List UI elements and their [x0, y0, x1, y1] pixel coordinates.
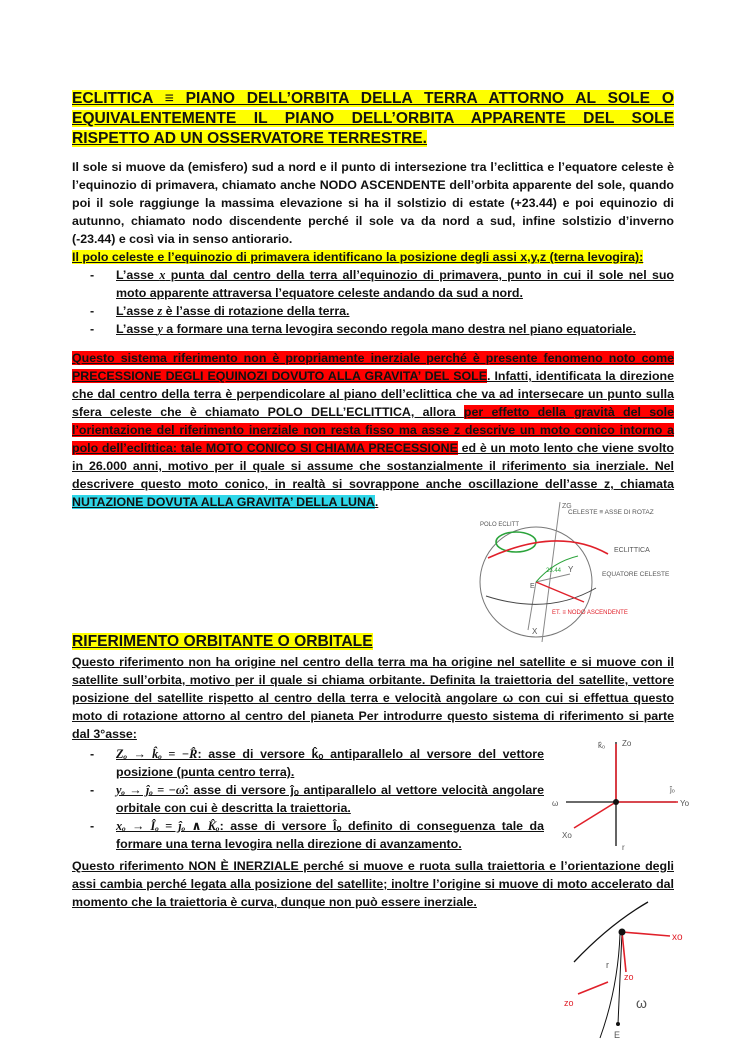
orbital-axes-item — [72, 817, 544, 853]
axes-list-item — [72, 302, 674, 320]
y-label: Y — [568, 565, 574, 574]
orbital-axes-block — [72, 745, 544, 853]
title-highlight: ECLITTICA ≡ PIANO DELL’ORBITA DELLA TERRA ATTORNO AL SOLE O EQUIVALENTEMENTE IL PIANO DELL’ORBITA APPARENTE DEL SOLE RISPETTO AD UN OSSERVATORE TERRESTRE. — [72, 90, 674, 147]
trajectory-sketch — [560, 898, 700, 1044]
zg-label: ZG — [562, 503, 572, 510]
xo-vector-1 — [622, 932, 670, 936]
x-label: X — [532, 627, 538, 636]
precession-highlight-2: per effetto della gravità del sole l’orientazione del riferimento inerziale non resta fisso ma asse z descrive un moto conico intorno a polo dell’eclittica: tale MOTO CONICO SI CHIAMA PRECESSIONE — [72, 405, 674, 455]
page-title — [72, 89, 674, 149]
xo-label: xo — [672, 932, 683, 943]
xo-arrow — [574, 802, 616, 828]
node-line — [536, 582, 584, 602]
precession-section — [72, 349, 674, 511]
zo-vector-1 — [622, 932, 626, 972]
omega-label: ω — [636, 995, 647, 1011]
axes-intro-highlight: Il polo celeste e l’equinozio di primavera identificano la posizione degli assi x,y,z (terna levogira): — [72, 250, 644, 264]
eclittica-label: ECLITTICA — [614, 547, 650, 554]
radius-line — [618, 932, 622, 1024]
item-text: punta dal centro della terra all’equinozio di primavera, punto in cui il sole nel suo moto apparente attraversa l’equatore celeste andando da sud a nord. — [116, 268, 674, 300]
equatore-label: EQUATORE CELESTE — [602, 571, 670, 578]
paragraph-equinox: Il sole si muove da (emisfero) sud a nord e il punto di intersezione tra l’eclittica e l’equatore celeste è l’equinozio di primavera, chiamato anche NODO ASCENDENTE dell’orbita apparente del sole, quando poi il sole raggiunge la massima elevazione si ha il solstizio di estate (+23.44) e poi equinozio di autunno, chiamato nodo discendente perché il sole va da nord a sud, infine solstizio d’inverno (-23.44) e così via in senso antiorario. — [72, 160, 674, 246]
nodo-label: ET. ≡ NODO ASCENDENTE — [552, 610, 628, 616]
paragraph-non-inertial: Questo riferimento NON È INERZIALE perché si muove e ruota sulla traiettoria e l’orientazione degli assi cambia perché legata alla posizione del satellite; inoltre l’origine si muove di moto accelerato dal momento che la traiettoria è curva, dunque non può essere inerziale. — [72, 859, 674, 909]
intro-section — [72, 158, 674, 338]
item-text: L’asse — [116, 322, 158, 336]
orbital-section — [72, 653, 674, 743]
satellite-dot — [619, 929, 626, 936]
axes-list-item — [72, 320, 674, 338]
zo-label: Zo — [622, 739, 632, 748]
cone-ellipse — [496, 532, 536, 552]
zo-vector-2 — [578, 982, 608, 994]
e-label: E — [614, 1030, 621, 1040]
equator-curve — [486, 588, 596, 604]
r-label: r — [622, 843, 625, 852]
jo-label: ĵₒ — [670, 785, 675, 794]
precession-text-3: . — [374, 495, 379, 509]
y-axis-line — [536, 574, 570, 582]
origin-dot — [613, 799, 619, 805]
angle-label: 23.44 — [546, 568, 562, 574]
polo-label: POLO ECLITT — [480, 522, 520, 528]
axis-symbol: z — [157, 304, 163, 318]
xo-label: Xo — [562, 831, 572, 840]
item-text: a formare una terna levogira secondo regola mano destra nel piano equatoriale. — [162, 322, 636, 336]
orbital-axes-sketch — [552, 734, 704, 858]
axis-symbol: y — [157, 322, 163, 336]
nutation-highlight: NUTAZIONE DOVUTA ALLA GRAVITA’ DELLA LUNA — [72, 495, 375, 509]
item-text: : asse di versore ĵₒ antiparallelo al vettore velocità angolare orbitale con cui è descritta la traiettoria. — [116, 783, 544, 815]
zo2-label: zo — [564, 998, 574, 1008]
axes-list-item — [72, 266, 674, 302]
paragraph-precession — [72, 349, 674, 511]
orbital-axes-item — [72, 781, 544, 817]
trajectory-curve — [574, 902, 648, 962]
paragraph-orbital: Questo riferimento non ha origine nel centro della terra ma ha origine nel satellite e si muove con il satellite sull’orbita, motivo per il quale si chiama orbitante. Definita la traiettoria del satellite, vettore posizione del satellite rispetto al centro della terra e velocità angolare ω con cui si effettua questo moto di rotazione attorno al centro del pianeta Per introdurre questo sistema di riferimento si parte dal 3°asse: — [72, 655, 674, 741]
precession-text-1: . Infatti, identificata la direzione che dal centro della terra è perpendicolare al piano dell’eclittica che va ad intersecare un punto sulla sfera celeste che è chiamato POLO DELL’ECLITTICA, allora — [72, 369, 675, 419]
r-label: r — [606, 960, 609, 970]
heading-highlight: RIFERIMENTO ORBITANTE O ORBITALE — [72, 633, 373, 650]
earth-dot — [616, 1022, 620, 1026]
item-text: L’asse — [116, 304, 158, 318]
axis-formula: xₒ → Îₒ = ĵₒ ∧ K̂ₒ — [116, 819, 220, 833]
item-text: : asse di versore k̂ₒ antiparallelo al versore del vettore posizione (punta centro terra). — [116, 747, 544, 779]
orbital-axes-item — [72, 745, 544, 781]
axis-formula: yₒ → ĵₒ = −ω̂ — [116, 783, 185, 797]
omega-label: ω — [552, 799, 559, 808]
axis-symbol: x — [159, 268, 166, 282]
section-heading-orbital — [72, 632, 373, 652]
axes-list — [72, 266, 674, 338]
yo-label: Yo — [680, 799, 690, 808]
ko-label: k̂ₒ — [598, 741, 606, 750]
zo-label: zo — [624, 972, 634, 982]
celeste-label: CELESTE ≡ ASSE DI ROTAZ — [568, 509, 654, 516]
item-text: : asse di versore Îₒ definito di conseguenza tale da formare una terna levogira nella direzione di avanzamento. — [116, 819, 544, 851]
ecliptic-curve — [488, 541, 608, 558]
item-text: è l’asse di rotazione della terra. — [162, 304, 350, 318]
precession-highlight-1: Questo sistema riferimento non è propriamente inerziale perché è presente fenomeno noto come PRECESSIONE DEGLI EQUINOZI DOVUTO ALLA GRAVITA’ DEL SOLE — [72, 351, 674, 383]
item-text: L’asse — [116, 268, 160, 282]
orbital-axes-list — [72, 745, 544, 853]
precession-text-2: ed è un moto lento che viene svolto in 26.000 anni, motivo per il quale si assume che sostanzialmente il riferimento sia inerziale. Nel descrivere questo moto conico, in realtà si sovrappone anche oscillazione dell’asse z, chiamata — [72, 441, 674, 491]
e-label: E — [530, 583, 535, 590]
celestial-sphere-sketch — [468, 496, 692, 642]
axis-formula: Zₒ → k̂ₒ = −R̂ — [116, 747, 198, 761]
paragraph-axes-intro — [72, 248, 674, 266]
